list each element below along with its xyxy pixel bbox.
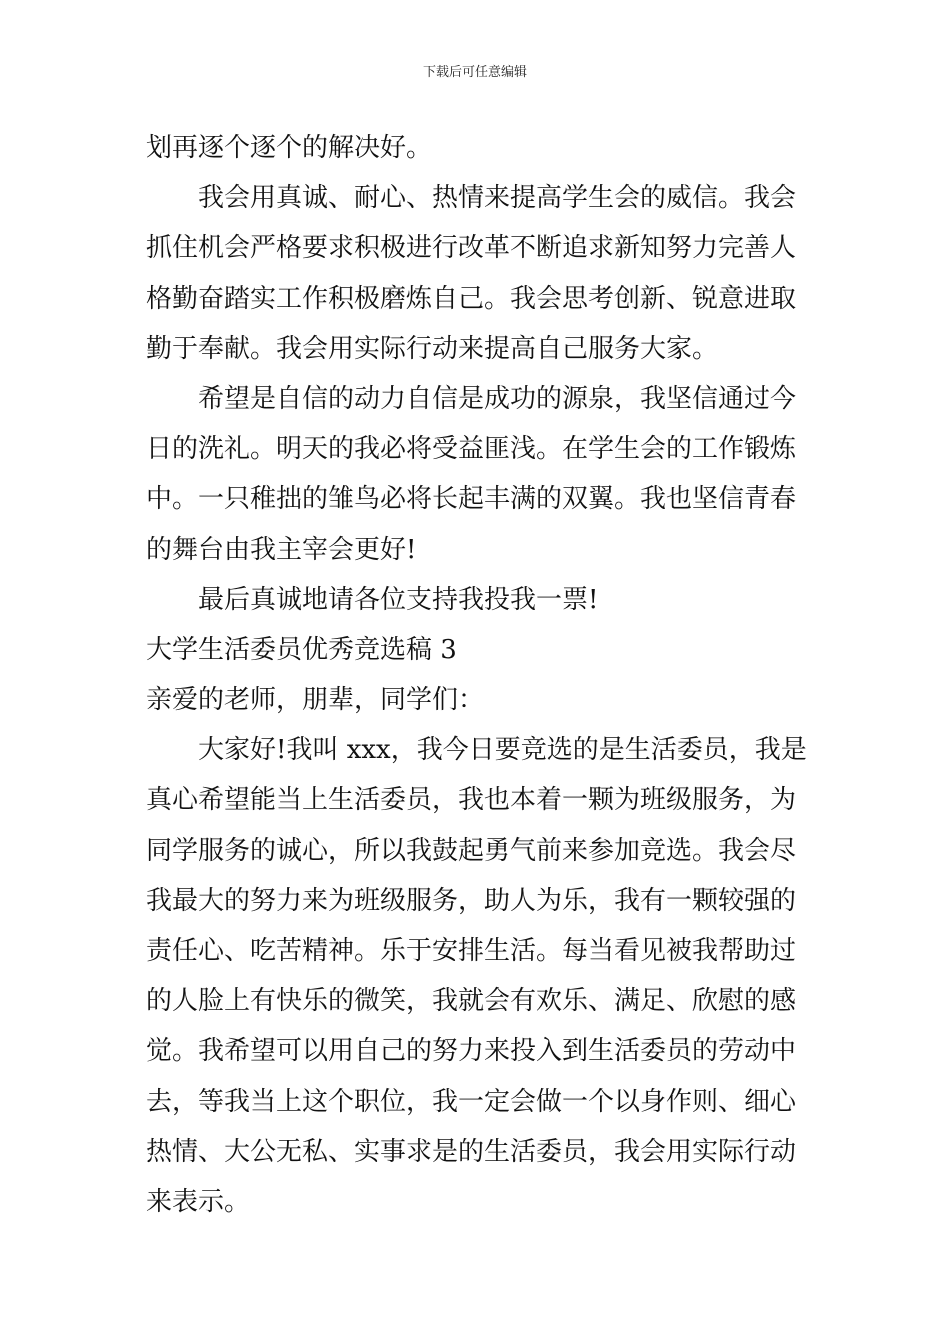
closing-line: 最后真诚地请各位支持我投我一票!	[198, 584, 599, 615]
text-line: 真心希望能当上生活委员，我也本着一颗为班级服务，为	[146, 785, 797, 816]
text-line: 日的洗礼。明天的我必将受益匪浅。在学生会的工作锻炼	[146, 434, 797, 465]
paragraph-start-line: 我会用真诚、耐心、热情来提高学生会的威信。我会	[198, 183, 797, 214]
text-line: 去，等我当上这个职位，我一定会做一个以身作则、细心	[146, 1086, 797, 1117]
text-line: 觉。我希望可以用自己的努力来投入到生活委员的劳动中	[146, 1036, 797, 1067]
text-line: 我最大的努力来为班级服务，助人为乐，我有一颗较强的	[146, 885, 797, 916]
text-line: 划再逐个逐个的解决好。	[146, 133, 433, 163]
text-line: 热情、大公无私、实事求是的生活委员，我会用实际行动	[146, 1136, 797, 1167]
text-line: 中。一只稚拙的雏鸟必将长起丰满的双翼。我也坚信青春	[146, 484, 797, 515]
section-title: 大学生活委员优秀竞选稿 3	[146, 634, 457, 665]
paragraph-start-line: 希望是自信的动力自信是成功的源泉，我坚信通过今	[198, 383, 797, 414]
text-line: 责任心、吃苦精神。乐于安排生活。每当看见被我帮助过	[146, 936, 797, 966]
text-line: 抓住机会严格要求积极进行改革不断追求新知努力完善人	[146, 233, 797, 264]
text-line: 的人脸上有快乐的微笑，我就会有欢乐、满足、欣慰的感	[146, 986, 797, 1017]
paragraph-start-line: 大家好!我叫 xxx，我今日要竞选的是生活委员，我是	[198, 735, 807, 766]
document-body	[146, 123, 808, 1227]
text-line: 格勤奋踏实工作积极磨炼自己。我会思考创新、锐意进取	[146, 283, 797, 314]
text-line: 勤于奉献。我会用实际行动来提高自己服务大家。	[146, 333, 719, 364]
text-line: 的舞台由我主宰会更好!	[146, 534, 417, 565]
page-header: 下载后可任意编辑	[422, 65, 527, 80]
text-line: 同学服务的诚心，所以我鼓起勇气前来参加竞选。我会尽	[146, 835, 797, 866]
text-line: 来表示。	[146, 1186, 251, 1217]
salutation: 亲爱的老师，朋辈，同学们：	[146, 685, 485, 716]
